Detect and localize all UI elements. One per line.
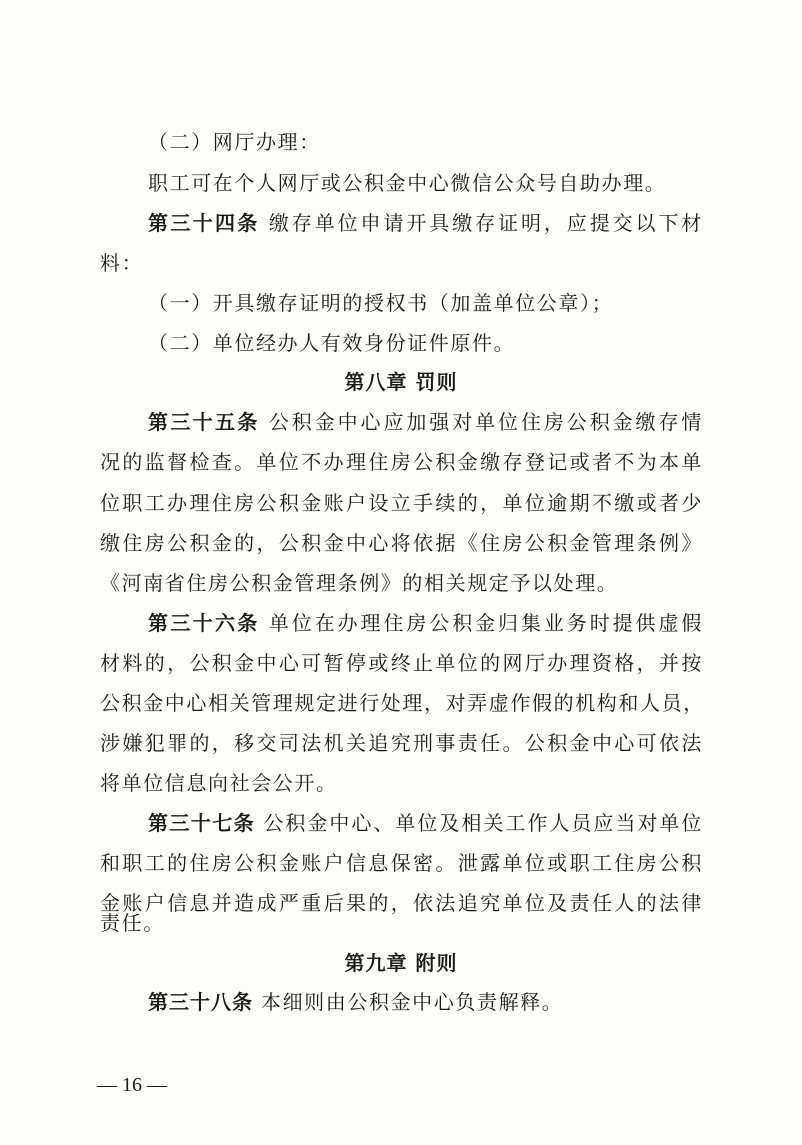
page-number: — 16 —	[97, 1074, 167, 1096]
article-label: 第三十四条	[148, 211, 260, 235]
paragraph-line: （二）网厅办理：	[148, 130, 321, 154]
paragraph-line: 《河南省住房公积金管理条例》的相关规定予以处理。	[100, 571, 619, 595]
paragraph-line: 金账户信息并造成严重后果的，依法追究单位及责任人的法律	[100, 891, 703, 915]
paragraph-line: 料：	[100, 251, 144, 275]
article-38	[148, 988, 563, 1016]
paragraph-line: 位职工办理住房公积金账户设立手续的，单位逾期不缴或者少	[100, 491, 703, 515]
article-label: 第三十八条	[148, 990, 253, 1014]
paragraph-line: 公积金中心、单位及相关工作人员应当对单位	[263, 811, 703, 835]
paragraph-line: 况的监督检查。单位不办理住房公积金缴存登记或者不为本单	[100, 450, 703, 474]
article-36	[148, 609, 703, 637]
list-item: （二）单位经办人有效身份证件原件。	[148, 331, 516, 355]
paragraph-line: 缴存单位申请开具缴存证明，应提交以下材	[268, 211, 703, 235]
paragraph-line: 缴住房公积金的，公积金中心将依据《住房公积金管理条例》	[100, 531, 703, 555]
paragraph-line: 单位在办理住房公积金归集业务时提供虚假	[268, 611, 703, 635]
article-label: 第三十七条	[148, 811, 256, 835]
paragraph-line: 职工可在个人网厅或公积金中心微信公众号自助办理。	[148, 171, 667, 195]
article-34	[148, 209, 703, 237]
list-item: （一）开具缴存证明的授权书（加盖单位公章）；	[148, 291, 614, 315]
paragraph-line: 和职工的住房公积金账户信息保密。泄露单位或职工住房公积	[100, 851, 703, 875]
paragraph-line: 材料的，公积金中心可暂停或终止单位的网厅办理资格，并按	[100, 651, 703, 675]
article-label: 第三十五条	[148, 410, 260, 434]
paragraph-line: 涉嫌犯罪的，移交司法机关追究刑事责任。公积金中心可依法	[100, 731, 703, 755]
paragraph-line: 公积金中心应加强对单位住房公积金缴存情	[268, 410, 703, 434]
paragraph-line: 公积金中心相关管理规定进行处理，对弄虚作假的机构和人员，	[100, 691, 705, 715]
article-label: 第三十六条	[148, 611, 260, 635]
article-37	[148, 809, 703, 837]
article-35	[148, 408, 703, 436]
chapter-heading: 第九章 附则	[344, 951, 458, 975]
paragraph-line: 责任。	[100, 911, 165, 935]
paragraph-line: 本细则由公积金中心负责解释。	[260, 990, 564, 1014]
paragraph-line: 将单位信息向社会公开。	[100, 771, 338, 795]
chapter-heading: 第八章 罚则	[344, 370, 458, 394]
